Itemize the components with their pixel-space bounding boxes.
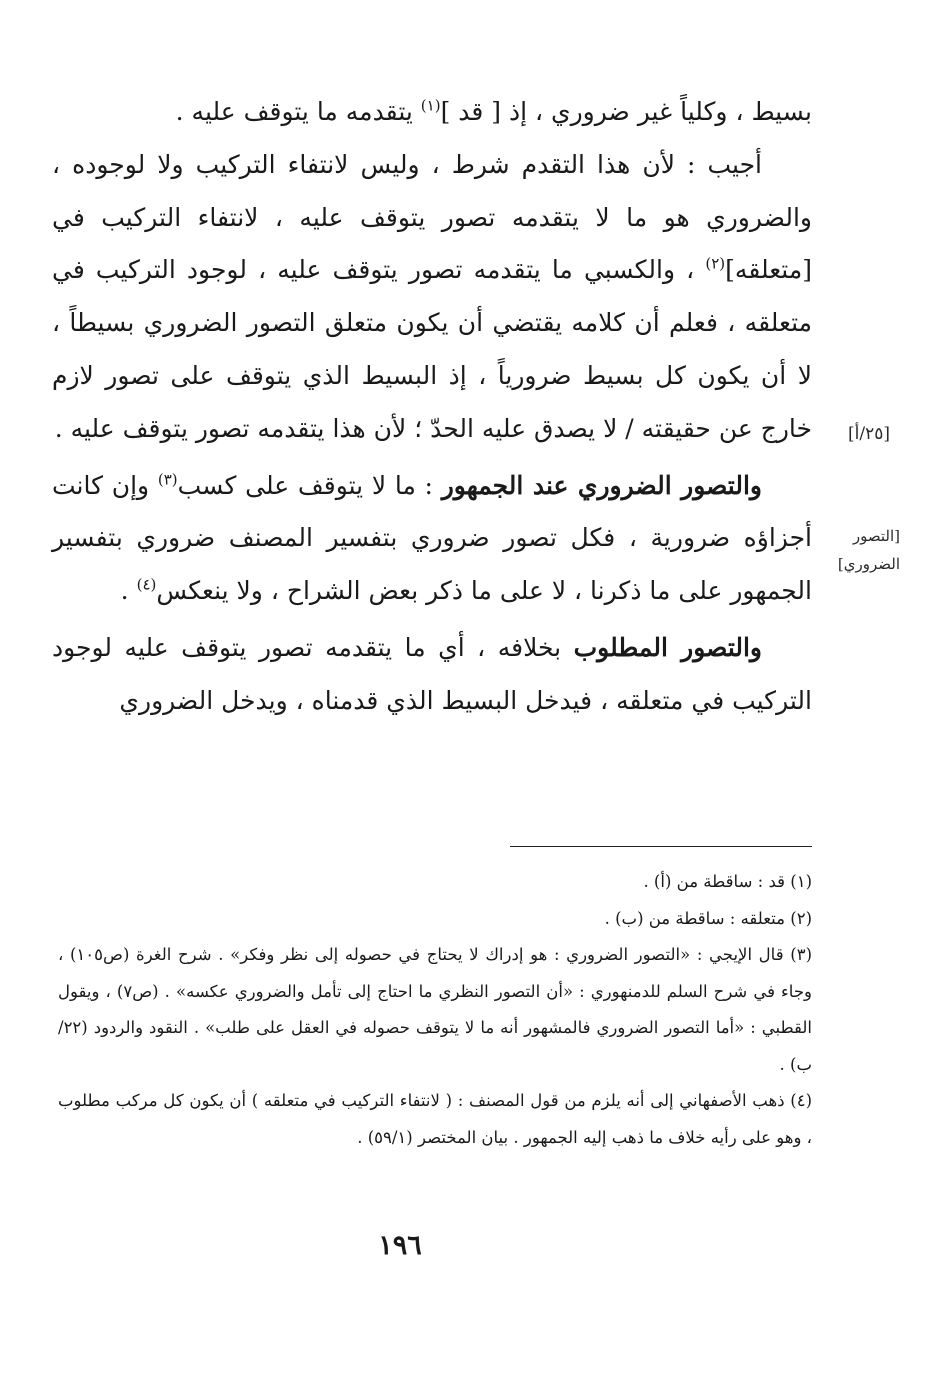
paragraph-3 <box>52 460 812 618</box>
footnote-1-text: قد : ساقطة من (أ) . <box>643 872 785 891</box>
footnote-divider <box>510 846 812 847</box>
footnote-4-text: ذهب الأصفهاني إلى أنه يلزم من قول المصنف : ( لانتفاء التركيب في متعلقه ) أن يكون كل مركب مطلوب ، وهو على رأيه خلاف ما ذهب إليه الجمهور . بيان المختصر (٥٩/١) . <box>58 1091 812 1147</box>
footnote-2-number: (٢) <box>790 908 812 928</box>
footnotes-section <box>58 864 812 1156</box>
footnote-ref-3: (٣) <box>157 470 178 489</box>
main-text-body <box>52 86 812 728</box>
paragraph-1 <box>52 86 812 139</box>
footnote-ref-2: (٢) <box>705 255 726 274</box>
footnote-1-number: (١) <box>790 872 812 891</box>
paragraph-1-after: يتقدمه ما يتوقف عليه . <box>175 97 421 126</box>
footnote-4 <box>58 1083 812 1156</box>
paragraph-4 <box>52 622 812 728</box>
paragraph-1-text: بسيط ، وكلياً غير ضروري ، إذ [ قد ] <box>440 97 812 126</box>
paragraph-3-text3: . <box>120 576 137 606</box>
paragraph-3-text1: : ما لا يتوقف على كسب <box>177 470 442 500</box>
paragraph-2-part1: أجيب : لأن هذا التقدم شرط ، وليس لانتفاء التركيب ولا لوجوده ، والضروري هو ما لا يتقدمه تصور يتوقف عليه ، لانتفاء التركيب في [متعلقه] <box>52 149 812 285</box>
margin-section-heading: [التصور الضروري] <box>837 527 900 573</box>
footnote-2 <box>58 901 812 938</box>
paragraph-2-part2: ، والكسبي ما يتقدمه تصور يتوقف عليه ، لوجود التركيب في متعلقه ، فعلم أن كلامه يقتضي أن يكون متعلق التصور الضروري بسيطاً ، لا أن يكون كل بسيط ضرورياً ، إذ البسيط الذي يتوقف على تصور لازم خارج عن حقيقته / لا يصدق عليه الحدّ ؛ لأن هذا يتقدمه تصور يتوقف عليه . <box>52 255 812 443</box>
term-necessary-conception: والتصور الضروري عند الجمهور <box>441 470 762 500</box>
footnote-3-text: قال الإيجي : «التصور الضروري : هو إدراك لا يحتاج في حصوله إلى نظر وفكر» . شرح الغرة (ص١٠٥) ، وجاء في شرح السلم للدمنهوري : «أن التصور النظري ما احتاج إلى تأمل والضروري عكسه» . (ص٧) ، ويقول القطبي : «أما التصور الضروري فالمشهور أنه ما لا يتوقف حصوله في العقل على طلب» . النقود والردود (٢٢/ب) . <box>58 945 812 1074</box>
paragraph-3-text2: وإن كانت أجزاؤه ضرورية ، فكل تصور ضروري بتفسير المصنف ضروري بتفسير الجمهور على ما ذكرنا ، لا على ما ذكر بعض الشراح ، ولا ينعكس <box>52 470 812 606</box>
footnote-1 <box>58 864 812 901</box>
paragraph-4-text: بخلافه ، أي ما يتقدمه تصور يتوقف عليه لوجود التركيب في متعلقه ، فيدخل البسيط الذي قدمناه ، ويدخل الضروري <box>52 632 812 715</box>
margin-folio-marker: [٢٥/أ] <box>848 424 890 444</box>
paragraph-2 <box>52 139 812 456</box>
term-acquired-conception: والتصور المطلوب <box>573 632 763 662</box>
page-number: ١٩٦ <box>378 1230 422 1261</box>
footnote-4-number: (٤) <box>790 1091 812 1110</box>
footnote-3 <box>58 937 812 1083</box>
footnote-ref-1: (١) <box>420 96 441 115</box>
footnote-ref-4: (٤) <box>136 575 157 594</box>
footnote-2-text: متعلقه : ساقطة من (ب) . <box>604 908 785 928</box>
footnote-3-number: (٣) <box>790 945 812 964</box>
